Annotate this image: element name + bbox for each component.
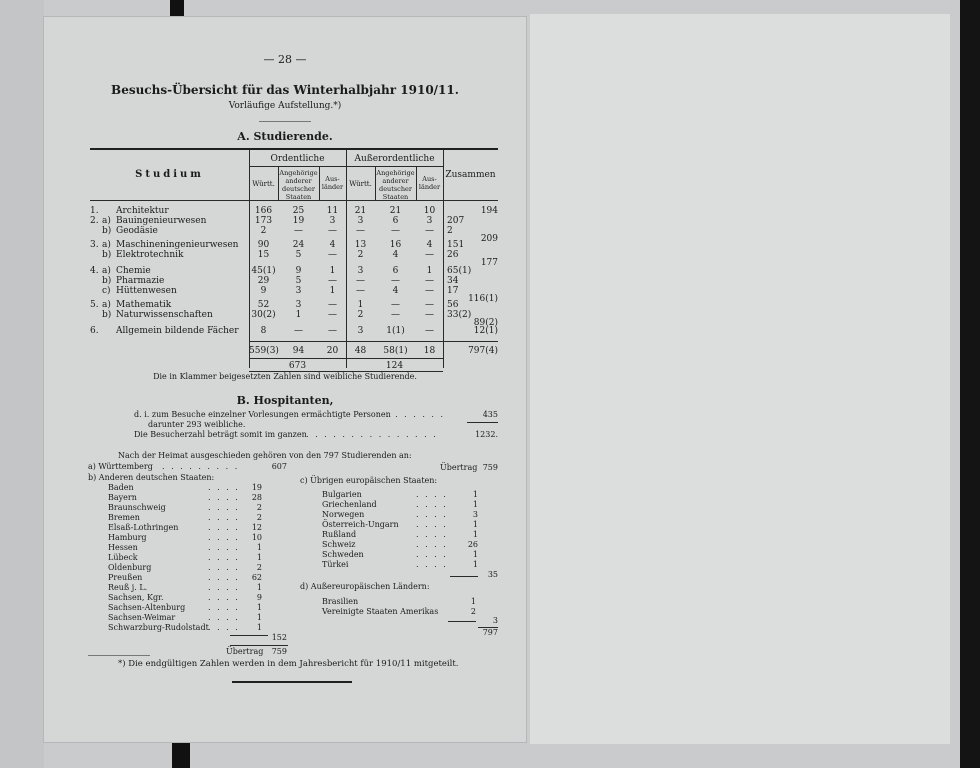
cell-wuertt-ord: 9 [260, 286, 267, 296]
heimat-b-leader: . . . . [208, 523, 240, 532]
cell-auslaender-ord: 3 [329, 216, 336, 226]
binding-tab-top [170, 0, 184, 17]
cell-auslaender-aord: — [425, 250, 434, 260]
heimat-b-total: 152 [271, 633, 287, 642]
heimat-b-value: 2 [256, 503, 262, 512]
page-subtitle: Vorläufige Aufstellung.*) [228, 101, 342, 111]
heimat-b-name: Hessen [108, 543, 138, 552]
cell-auslaender-aord: — [425, 300, 434, 310]
cell-angehoerige-aord: 21 [389, 206, 402, 216]
heimat-b-value: 1 [256, 613, 262, 622]
cell-wuertt-aord: 3 [357, 266, 364, 276]
cell-angehoerige-aord: — [391, 300, 400, 310]
row-name: Allgemein bildende Fächer [116, 326, 239, 336]
heimat-b-name: Preußen [108, 573, 143, 582]
page-title: Besuchs-Übersicht für das Winterhalbjahr 1910/11. [111, 83, 459, 97]
total-w2: 48 [354, 346, 367, 356]
row-name: Maschineningenieurwesen [116, 240, 239, 250]
cell-wuertt-aord: 3 [357, 216, 364, 226]
heimat-c-leader: . . . . [416, 490, 448, 499]
heimat-b-value: 62 [251, 573, 262, 582]
cell-auslaender-aord: — [425, 326, 434, 336]
header-angehoerige-aord: Angehörige anderer deutscher Staaten [376, 169, 415, 201]
cell-subtotal: 151 [447, 240, 465, 250]
cell-angehoerige-aord: 4 [392, 286, 399, 296]
heimat-d-label: d) Außereuropäischen Ländern: [300, 582, 430, 591]
cell-angehoerige-ord: 5 [295, 276, 302, 286]
heimat-b-leader: . . . . [208, 533, 240, 542]
row-sub: a) [102, 300, 111, 310]
heimat-b-leader: . . . . [208, 483, 240, 492]
total-grand: 797(4) [468, 346, 498, 356]
cell-wuertt-ord: 30(2) [251, 310, 276, 320]
cell-angehoerige-aord: 1(1) [386, 326, 405, 336]
heimat-c-value: 3 [472, 510, 478, 519]
heimat-b-name: Hamburg [108, 533, 147, 542]
heimat-b-label: b) Anderen deutschen Staaten: [88, 473, 215, 482]
heimat-b-value: 1 [256, 623, 262, 632]
cell-angehoerige-aord: 16 [389, 240, 402, 250]
uebertrag-right-value: 759 [482, 463, 498, 472]
cell-total: 89(2) [473, 318, 498, 328]
heimat-b-value: 1 [256, 583, 262, 592]
heimat-c-label: c) Übrigen europäischen Staaten: [300, 476, 438, 485]
cell-angehoerige-ord: 25 [292, 206, 305, 216]
blank-facing-page [530, 14, 950, 744]
heimat-a-value: 607 [271, 462, 287, 471]
header-ordentliche: Ordentliche [270, 154, 325, 164]
cell-auslaender-aord: — [425, 286, 434, 296]
cell-wuertt-aord: — [356, 276, 365, 286]
cell-angehoerige-ord: — [294, 226, 303, 236]
heimat-b-name: Elsaß-Lothringen [108, 523, 179, 532]
heimat-b-leader: . . . . [208, 543, 240, 552]
heimat-b-name: Sachsen-Weimar [108, 613, 176, 622]
heimat-b-name: Sachsen-Altenburg [108, 603, 186, 612]
cell-wuertt-aord: 2 [357, 310, 364, 320]
heimat-b-leader: . . . . [208, 553, 240, 562]
cell-wuertt-ord: 166 [254, 206, 273, 216]
heimat-c-name: Bulgarien [322, 490, 362, 499]
heimat-c-name: Griechenland [322, 500, 377, 509]
cell-wuertt-ord: 29 [257, 276, 270, 286]
heimat-b-value: 19 [251, 483, 262, 492]
section-a-title: A. Studierende. [237, 130, 333, 143]
heimat-c-total: 35 [487, 570, 498, 579]
uebertrag-rule [230, 645, 288, 646]
total-ordentliche: 673 [288, 361, 307, 371]
heimat-c-value: 1 [472, 520, 478, 529]
table-top-rule [90, 148, 498, 150]
row-number: 1. [90, 206, 99, 216]
heimat-c-leader: . . . . [416, 540, 448, 549]
title-divider [259, 121, 311, 122]
row-sub: a) [102, 240, 111, 250]
cell-auslaender-aord: 1 [426, 266, 433, 276]
heimat-c-value: 1 [472, 550, 478, 559]
hosp-line2: darunter 293 weibliche. [148, 420, 246, 429]
header-wuertt-ord: Württ. [252, 180, 275, 188]
cell-angehoerige-ord: 1 [295, 310, 302, 320]
cell-total: 194 [480, 206, 498, 216]
heimat-b-value: 28 [251, 493, 262, 502]
total-w1: 559(3) [249, 346, 279, 356]
heimat-b-leader: . . . . [208, 603, 240, 612]
cell-wuertt-ord: 45(1) [251, 266, 276, 276]
heimat-d-value: 2 [470, 607, 476, 616]
heimat-c-leader: . . . . [416, 500, 448, 509]
heimat-c-name: Norwegen [322, 510, 365, 519]
heimat-b-value: 9 [256, 593, 262, 602]
heimat-grand-total: 797 [482, 628, 498, 637]
row-sub: b) [102, 226, 112, 236]
binding-tab-bottom [172, 742, 190, 768]
row-number: 5. [90, 300, 99, 310]
row-name: Mathematik [116, 300, 172, 310]
header-auslaender-aord: Aus-länder [418, 175, 441, 191]
heimat-b-value: 2 [256, 563, 262, 572]
header-auslaender-ord: Aus-länder [321, 175, 344, 191]
cell-wuertt-ord: 173 [254, 216, 273, 226]
page-number: — 28 — [263, 53, 307, 66]
cell-total: 177 [480, 258, 498, 268]
heimat-d-name: Vereinigte Staaten Amerikas [322, 607, 439, 616]
cell-wuertt-aord: 3 [357, 326, 364, 336]
header-zusammen: Zusammen [445, 170, 496, 180]
heimat-b-leader: . . . . [208, 573, 240, 582]
heimat-c-name: Rußland [322, 530, 357, 539]
cell-subtotal: 207 [447, 216, 465, 226]
heimat-b-leader: . . . . [208, 613, 240, 622]
section-b-title: B. Hospitanten, [236, 394, 334, 407]
heimat-c-value: 26 [467, 540, 478, 549]
heimat-b-name: Lübeck [108, 553, 138, 562]
cell-auslaender-ord: — [328, 250, 337, 260]
heimat-b-value: 12 [251, 523, 262, 532]
cell-angehoerige-ord: 9 [295, 266, 302, 276]
uebertrag-left-label: Übertrag [226, 647, 264, 656]
hosp-val1: 435 [482, 410, 498, 419]
heimat-c-value: 1 [472, 560, 478, 569]
total-a2: 58(1) [383, 346, 408, 356]
total-ausserordentliche: 124 [385, 361, 404, 371]
cell-auslaender-ord: 11 [326, 206, 339, 216]
hosp-leader1: . . . . . . . [386, 410, 446, 419]
cell-angehoerige-aord: — [391, 310, 400, 320]
heimat-b-value: 2 [256, 513, 262, 522]
cell-subtotal: 26 [447, 250, 459, 260]
subtotal-rule [249, 358, 443, 359]
row-name: Naturwissenschaften [116, 310, 213, 320]
header-angehoerige-ord: Angehörige anderer deutscher Staaten [279, 169, 318, 201]
total-a1: 94 [292, 346, 305, 356]
cell-total: 12(1) [473, 326, 498, 336]
cell-wuertt-ord: 90 [257, 240, 270, 250]
heimat-c-name: Türkei [322, 560, 349, 569]
note-women: Die in Klammer beigesetzten Zahlen sind weibliche Studierende. [153, 372, 417, 381]
heimat-b-name: Oldenburg [108, 563, 152, 572]
row-name: Geodäsie [116, 226, 158, 236]
row-name: Bauingenieurwesen [116, 216, 207, 226]
cell-auslaender-ord: — [328, 300, 337, 310]
row-number: 3. [90, 240, 99, 250]
cell-subtotal: 17 [447, 286, 459, 296]
heimat-intro: Nach der Heimat ausgeschieden gehören von den 797 Studierenden an: [118, 451, 412, 460]
row-sub: a) [102, 266, 111, 276]
heimat-a-label: a) Württemberg [88, 462, 153, 471]
heimat-d-rule [448, 621, 476, 622]
heimat-c-leader: . . . . [416, 530, 448, 539]
footnote: *) Die endgültigen Zahlen werden in dem Jahresbericht für 1910/11 mitgeteilt. [118, 659, 459, 669]
heimat-c-value: 1 [472, 500, 478, 509]
row-name: Elektrotechnik [116, 250, 184, 260]
cell-auslaender-ord: — [328, 326, 337, 336]
cell-subtotal: 65(1) [447, 266, 472, 276]
cell-auslaender-aord: 3 [426, 216, 433, 226]
row-number: 6. [90, 326, 99, 336]
cell-subtotal: 33(2) [447, 310, 472, 320]
cell-angehoerige-aord: — [391, 226, 400, 236]
cell-wuertt-ord: 2 [260, 226, 267, 236]
header-wuertt-aord: Württ. [349, 180, 372, 188]
heimat-b-value: 10 [251, 533, 262, 542]
cell-angehoerige-ord: 19 [292, 216, 305, 226]
cell-auslaender-aord: — [425, 276, 434, 286]
hosp-leader3: . . . . . . . . . . . . . . . [306, 430, 438, 439]
uebertrag-left-value: 759 [271, 647, 287, 656]
cell-angehoerige-aord: 4 [392, 250, 399, 260]
row-name: Hüttenwesen [116, 286, 177, 296]
cell-auslaender-ord: — [328, 276, 337, 286]
cell-auslaender-aord: 4 [426, 240, 433, 250]
heimat-c-name: Schweiz [322, 540, 356, 549]
row-number: 4. [90, 266, 99, 276]
header-studium: Studium [135, 169, 204, 180]
hosp-val3: 1232. [475, 430, 498, 439]
cell-wuertt-aord: 21 [354, 206, 367, 216]
heimat-c-name: Schweden [322, 550, 364, 559]
cell-angehoerige-ord: 5 [295, 250, 302, 260]
row-sub: a) [102, 216, 111, 226]
heimat-c-value: 1 [472, 530, 478, 539]
cell-auslaender-aord: — [425, 310, 434, 320]
cell-subtotal: 56 [447, 300, 459, 310]
cell-wuertt-aord: — [356, 286, 365, 296]
row-number: 2. [90, 216, 99, 226]
heimat-b-name: Bayern [108, 493, 137, 502]
row-name: Pharmazie [116, 276, 165, 286]
heimat-b-name: Baden [108, 483, 134, 492]
heimat-b-value: 1 [256, 603, 262, 612]
cell-auslaender-aord: 10 [423, 206, 436, 216]
heimat-b-name: Braunschweig [108, 503, 166, 512]
cell-wuertt-ord: 8 [260, 326, 267, 336]
total-l2: 18 [423, 346, 436, 356]
cell-angehoerige-aord: — [391, 276, 400, 286]
cell-auslaender-ord: — [328, 310, 337, 320]
cell-wuertt-aord: — [356, 226, 365, 236]
heimat-c-leader: . . . . [416, 520, 448, 529]
heimat-c-leader: . . . . [416, 560, 448, 569]
heimat-c-name: Österreich-Ungarn [322, 520, 399, 529]
cell-angehoerige-ord: — [294, 326, 303, 336]
heimat-b-leader: . . . . [208, 563, 240, 572]
col-divider-aord [443, 150, 444, 368]
heimat-d-name: Brasilien [322, 597, 359, 606]
cell-subtotal: 2 [447, 226, 453, 236]
heimat-c-leader: . . . . [416, 510, 448, 519]
heimat-d-value: 1 [470, 597, 476, 606]
hosp-line1: d. i. zum Besuche einzelner Vorlesungen ermächtigte Personen [134, 410, 391, 419]
cell-angehoerige-aord: 6 [392, 216, 399, 226]
heimat-b-name: Reuß j. L. [108, 583, 148, 592]
heimat-b-value: 1 [256, 553, 262, 562]
cell-auslaender-aord: — [425, 226, 434, 236]
scan-edge-bar [960, 0, 980, 768]
document-page [44, 17, 526, 742]
heimat-b-leader: . . . . [208, 623, 240, 632]
cell-wuertt-aord: 1 [357, 300, 364, 310]
heimat-a-leader: . . . . . . . . . [162, 462, 240, 471]
uebertrag-right-label: Übertrag [440, 463, 478, 472]
row-sub: c) [102, 286, 111, 296]
heimat-b-leader: . . . . [208, 583, 240, 592]
totals-rule [249, 341, 498, 342]
heimat-b-name: Sachsen, Kgr. [108, 593, 164, 602]
scan-margin-left [0, 0, 44, 768]
cell-wuertt-ord: 15 [257, 250, 270, 260]
heimat-b-name: Schwarzburg-Rudolstadt [108, 623, 209, 632]
cell-auslaender-ord: 4 [329, 240, 336, 250]
cell-total: 116(1) [468, 294, 498, 304]
cell-angehoerige-ord: 3 [295, 300, 302, 310]
hosp-line3: Die Besucherzahl beträgt somit im ganzen [134, 430, 307, 439]
end-ornament [232, 681, 352, 683]
cell-total: 209 [480, 234, 498, 244]
row-sub: b) [102, 250, 112, 260]
row-sub: b) [102, 276, 112, 286]
cell-subtotal: 34 [447, 276, 459, 286]
cell-angehoerige-ord: 3 [295, 286, 302, 296]
heimat-b-leader: . . . . [208, 513, 240, 522]
total-l1: 20 [326, 346, 339, 356]
heimat-c-leader: . . . . [416, 550, 448, 559]
row-name: Chemie [116, 266, 151, 276]
cell-angehoerige-aord: 6 [392, 266, 399, 276]
heimat-d-total: 3 [492, 616, 498, 625]
cell-wuertt-aord: 2 [357, 250, 364, 260]
hosp-rule [467, 422, 498, 423]
footnote-rule [88, 655, 150, 656]
cell-wuertt-ord: 52 [257, 300, 270, 310]
header-ausserordentliche: Außerordentliche [354, 154, 435, 164]
cell-auslaender-ord: 1 [329, 266, 336, 276]
cell-wuertt-aord: 13 [354, 240, 367, 250]
heimat-b-value: 1 [256, 543, 262, 552]
heimat-b-name: Bremen [108, 513, 140, 522]
row-name: Architektur [116, 206, 169, 216]
heimat-b-leader: . . . . [208, 593, 240, 602]
heimat-b-leader: . . . . [208, 493, 240, 502]
cell-auslaender-ord: 1 [329, 286, 336, 296]
heimat-b-leader: . . . . [208, 503, 240, 512]
cell-auslaender-ord: — [328, 226, 337, 236]
row-sub: b) [102, 310, 112, 320]
cell-angehoerige-ord: 24 [292, 240, 305, 250]
heimat-c-value: 1 [472, 490, 478, 499]
